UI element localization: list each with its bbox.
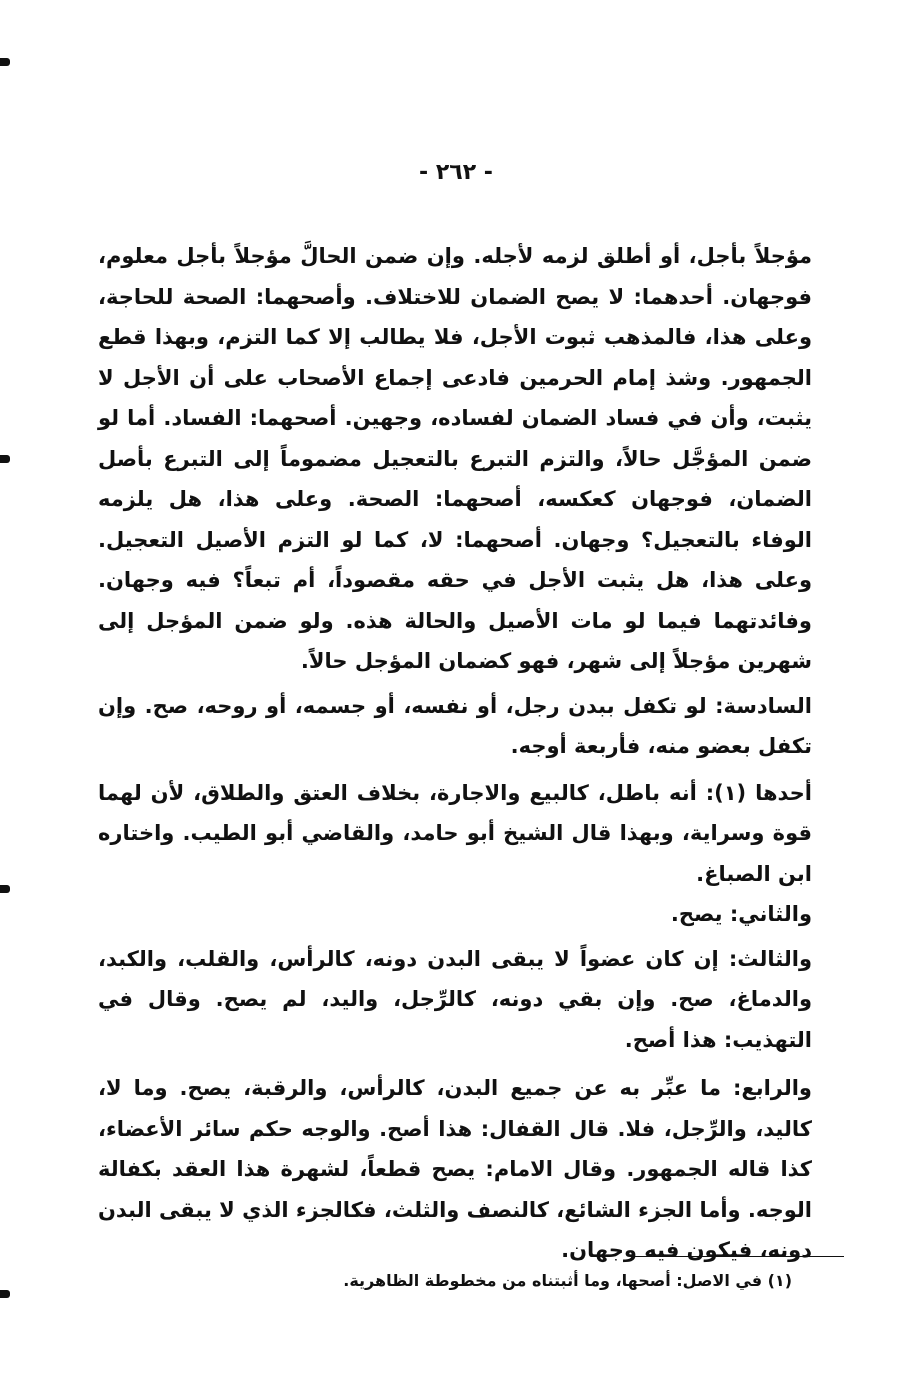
paragraph — [98, 939, 812, 1061]
paragraph-text: : ما عبِّر به عن جميع البدن، كالرأس، والرقبة، يصح. وما لا، كاليد، والرِّجل، فلا. قال القفال: هذا أصح. والوجه حكم سائر الأعضاء، كذا قاله الجمهور. وقال الامام: يصح قطعاً، لشهرة هذا العقد بكفالة الوجه. وأما الجزء الشائع، كالنصف والثلث، فكالجزء الذي لا يبقى البدن دونه، فيكون فيه وجهان. — [98, 1076, 812, 1262]
paragraph — [98, 236, 812, 682]
page-number: - ٢٦٢ - — [419, 160, 493, 185]
paragraph-lead: السادسة — [723, 693, 812, 718]
footnote: (١) في الاصل: أصحها، وما أثبتناه من مخطوطة الظاهرية. — [343, 1271, 792, 1290]
paragraph — [98, 1068, 812, 1271]
scan-edge-mark — [0, 58, 10, 66]
paragraph-text: (١): أنه باطل، كالبيع والاجارة، بخلاف العتق والطلاق، لأن لهما قوة وسراية، وبهذا قال الشيخ أبو حامد، والقاضي أبو الطيب. واختاره ابن الصباغ. — [98, 780, 812, 886]
paragraph-lead: أحدها — [755, 780, 812, 805]
scan-edge-mark — [0, 885, 10, 893]
body-text — [98, 236, 812, 1271]
paragraph — [98, 894, 812, 935]
paragraph-lead: والرابع — [741, 1076, 812, 1100]
footnote-divider — [632, 1256, 844, 1257]
scan-edge-mark — [0, 455, 10, 463]
paragraph — [98, 773, 812, 895]
paragraph-lead: والثالث — [737, 946, 812, 971]
scan-edge-mark — [0, 1290, 10, 1298]
paragraph-lead: والثاني — [738, 902, 812, 926]
paragraph — [98, 686, 812, 767]
paragraph-text: : يصح. — [670, 902, 739, 926]
paragraph-text: مؤجلاً بأجل، أو أطلق لزمه لأجله. وإن ضمن الحالَّ مؤجلاً بأجل معلوم، فوجهان. أحدهما: لا يصح الضمان للاختلاف. وأصحهما: الصحة للحاجة، وعلى هذا، فالمذهب ثبوت الأجل، فلا يطالب إلا كما التزم، وبهذا قطع الجمهور. وشذ إمام الحرمين فادعى إجماع الأصحاب على أن الأجل لا يثبت، وأن في فساد الضمان لفساده، وجهين. أصحهما: الفساد. أما لو ضمن المؤجَّل حالاً، والتزم التبرع بالتعجيل مضموماً إلى التبرع بأصل الضمان، فوجهان كعكسه، أصحهما: الصحة. وعلى هذا، هل يلزمه الوفاء بالتعجيل؟ وجهان. أصحهما: لا، كما لو التزم الأصيل التعجيل. وعلى هذا، هل يثبت الأجل في حقه مقصوداً، أم تبعاً؟ فيه وجهان. وفائدتهما فيما لو مات الأصيل والحالة هذه. ولو ضمن المؤجل إلى شهرين مؤجلاً إلى شهر، فهو كضمان المؤجل حالاً. — [98, 244, 812, 673]
paragraph-text: : لو تكفل ببدن رجل، أو نفسه، أو جسمه، أو روحه، صح. وإن تكفل بعضو منه، فأربعة أوجه. — [98, 693, 812, 758]
paragraph-text: : إن كان عضواً لا يبقى البدن دونه، كالرأس، والقلب، والكبد، والدماغ، صح. وإن بقي دونه، كالرِّجل، واليد، لم يصح. وقال في التهذيب: هذا أصح. — [98, 946, 812, 1052]
